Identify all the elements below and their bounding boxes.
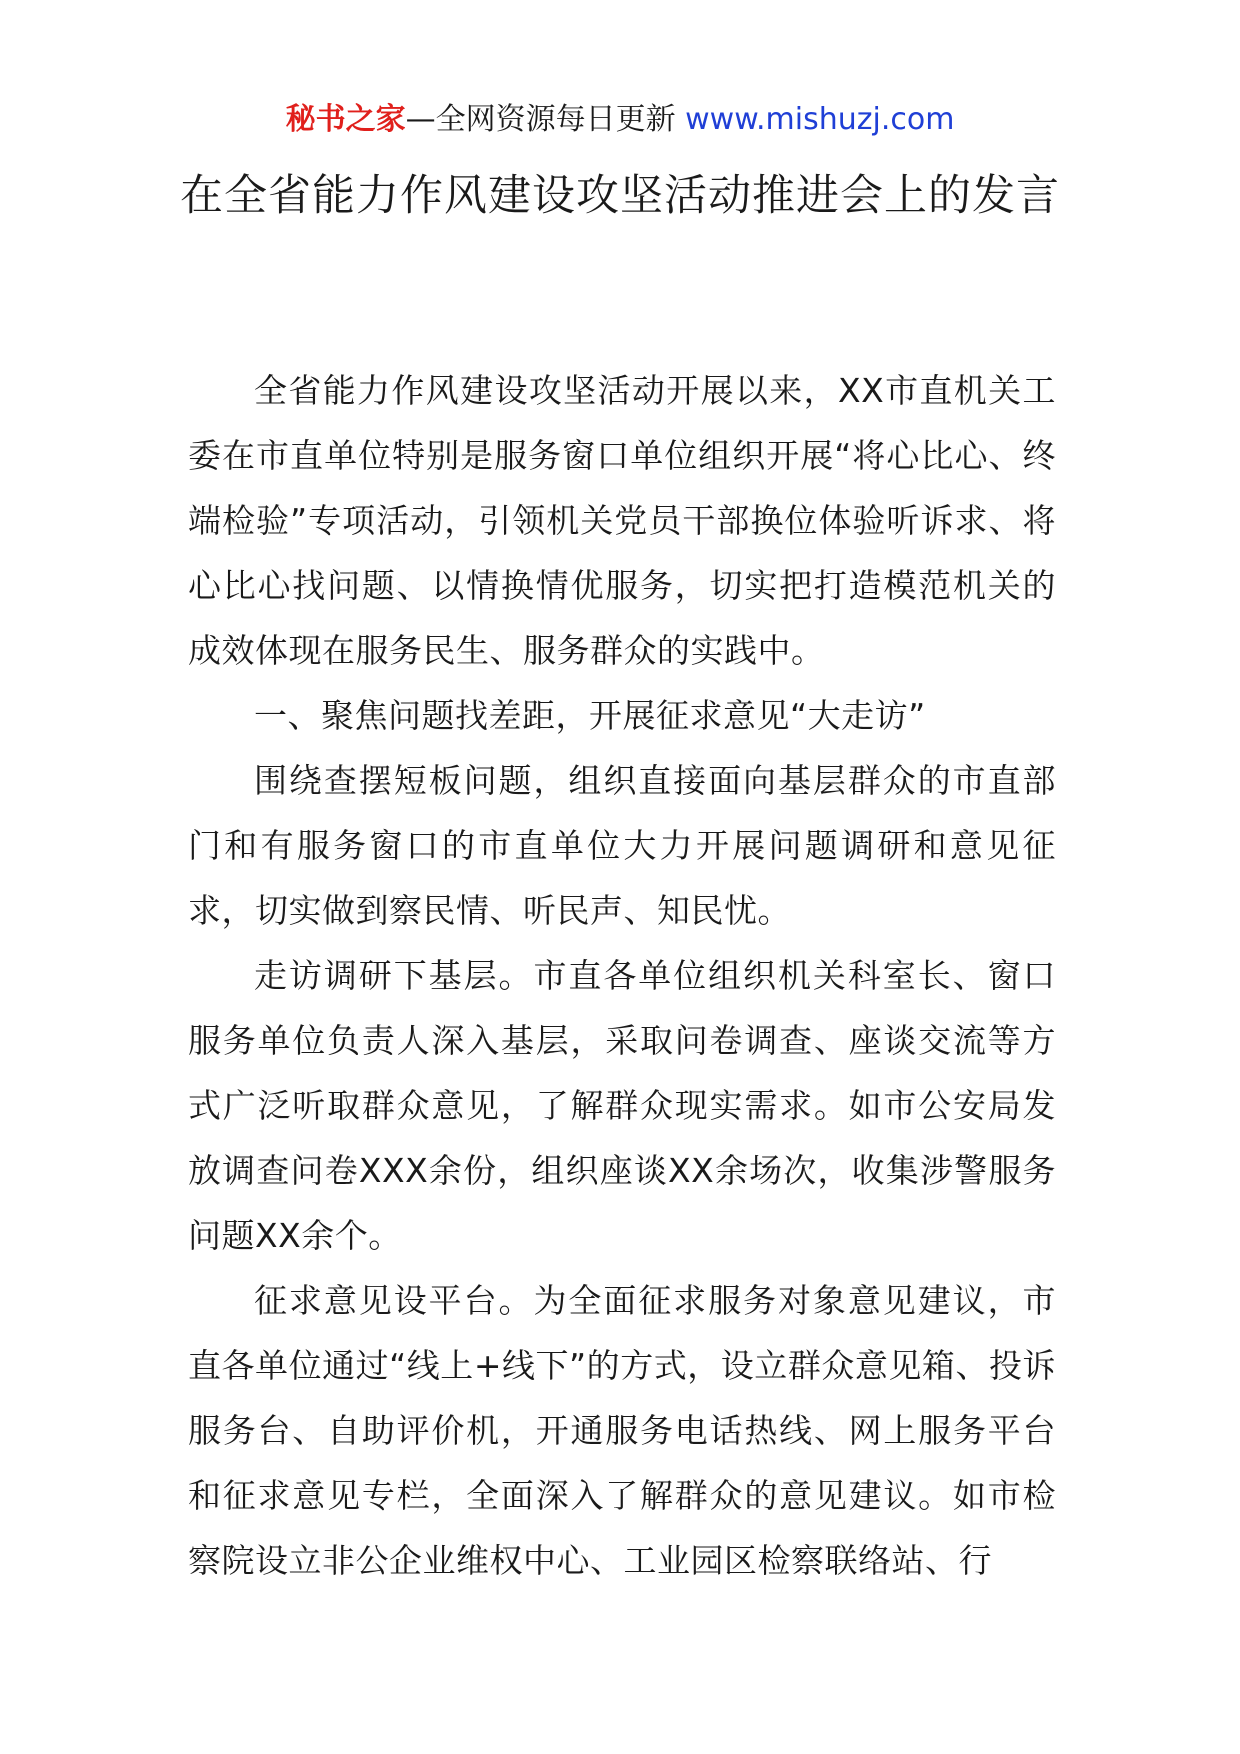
document-title: 在全省能力作风建设攻坚活动推进会上的发言 — [180, 171, 1060, 221]
document-body — [188, 358, 1056, 1593]
paragraph-field-visits: 走访调研下基层。市直各单位组织机关科室长、窗口服务单位负责人深入基层，采取问卷调查、座谈交流等方式广泛听取群众意见，了解群众现实需求。如市公安局发放调查问卷XXX余份，组织座谈XX余场次，收集涉警服务问题XX余个。 — [188, 956, 1056, 1255]
paragraph-intro: 全省能力作风建设攻坚活动开展以来，XX市直机关工委在市直单位特别是服务窗口单位组织开展“将心比心、终端检验”专项活动，引领机关党员干部换位体验听诉求、将心比心找问题、以情换情优服务，切实把打造模范机关的成效体现在服务民生、服务群众的实践中。 — [188, 371, 1056, 670]
paragraph-section-1-intro: 围绕查摆短板问题，组织直接面向基层群众的市直部门和有服务窗口的市直单位大力开展问题调研和意见征求，切实做到察民情、听民声、知民忧。 — [188, 761, 1056, 930]
site-url[interactable]: www.mishuzj.com — [685, 102, 955, 137]
brand-tagline: —全网资源每日更新 — [405, 102, 686, 137]
section-heading-1: 一、聚焦问题找差距，开展征求意见“大走访” — [254, 696, 926, 735]
paragraph-feedback-platforms: 征求意见设平台。为全面征求服务对象意见建议，市直各单位通过“线上+线下”的方式，设立群众意见箱、投诉服务台、自助评价机，开通服务电话热线、网上服务平台和征求意见专栏，全面深入了解群众的意见建议。如市检察院设立非公企业维权中心、工业园区检察联络站、行 — [188, 1281, 1056, 1580]
brand-name: 秘书之家 — [285, 102, 406, 137]
site-watermark-header — [0, 100, 1240, 140]
